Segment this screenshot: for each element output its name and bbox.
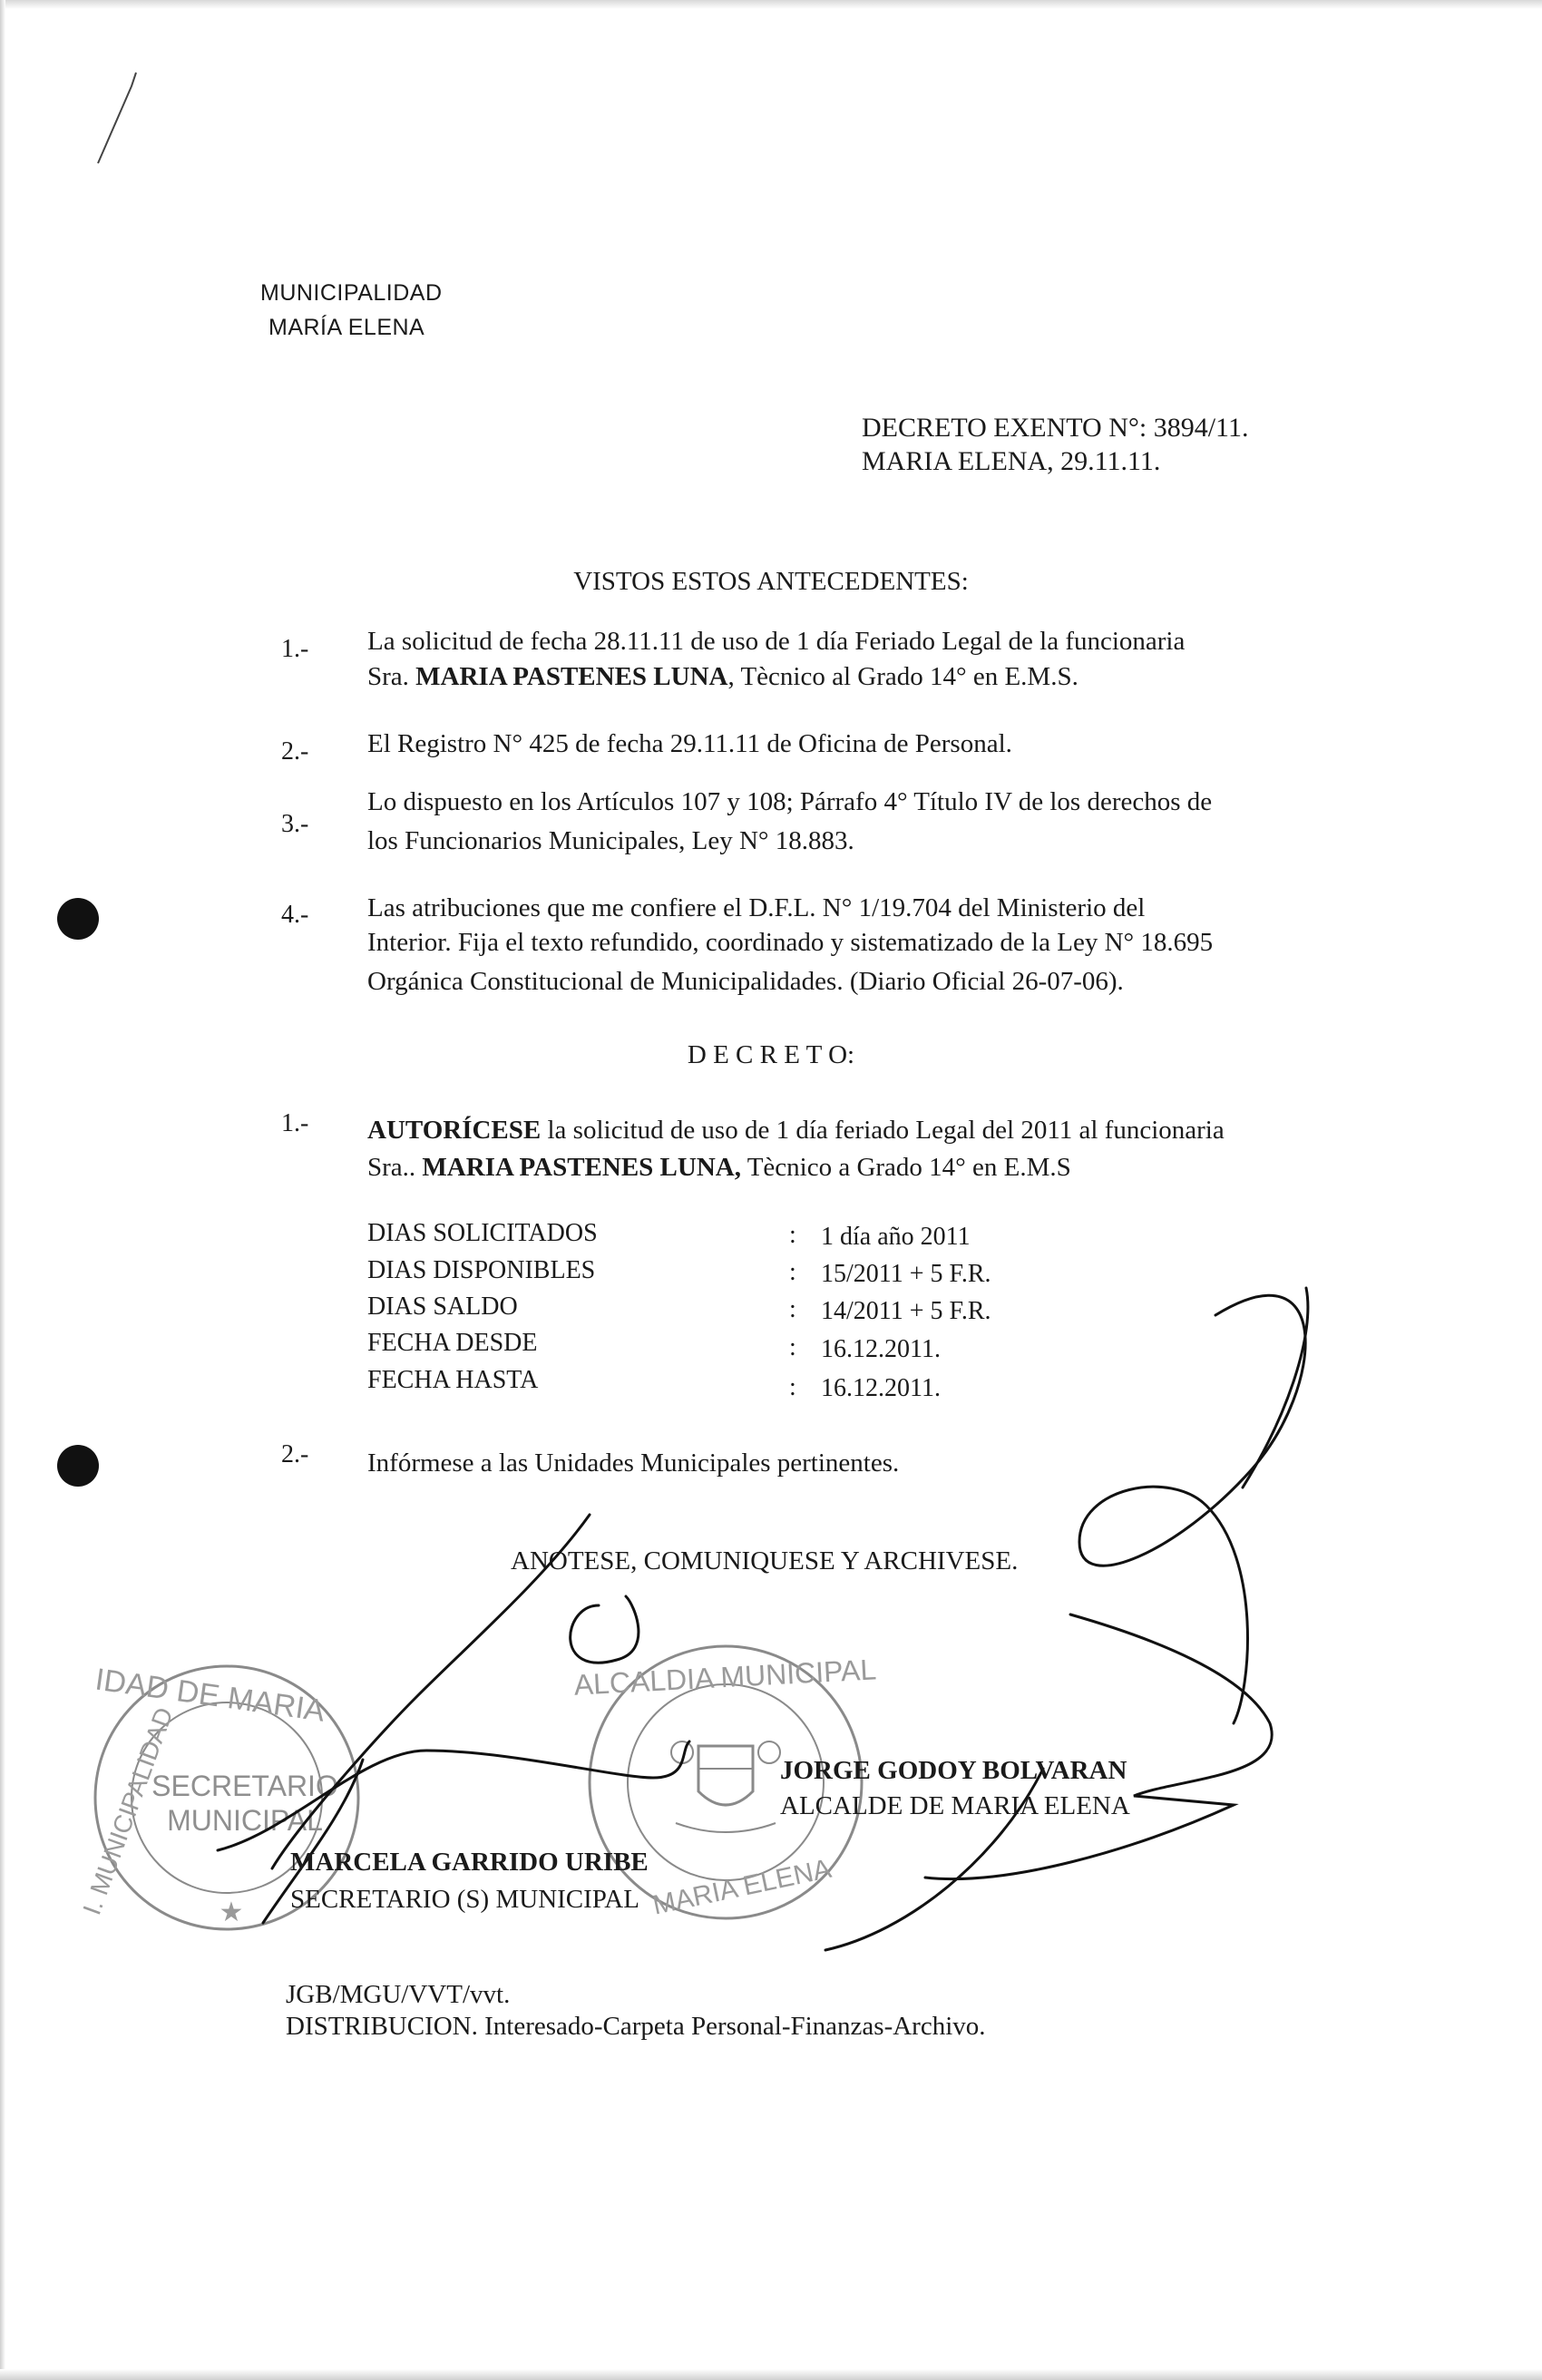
table-row-colon: :: [789, 1295, 796, 1323]
star-icon: ★: [219, 1897, 244, 1928]
decree-number-label: DECRETO EXENTO N°:: [862, 413, 1147, 443]
table-row-colon: :: [789, 1333, 796, 1361]
org-name: MUNICIPALIDAD: [260, 280, 443, 306]
table-row-value: 1 día año 2011: [821, 1223, 971, 1251]
vistos-item-2-line-1: El Registro N° 425 de fecha 29.11.11 de Oficina de Personal.: [367, 729, 1012, 758]
decreto-item-2-num: 2.-: [281, 1440, 309, 1468]
table-row-colon: :: [789, 1373, 796, 1401]
scan-edge-top: [0, 0, 1542, 9]
decreto-item-1-text-2: Tècnico a Grado 14° en E.M.S: [740, 1153, 1071, 1182]
table-row-label: FECHA DESDE: [367, 1329, 538, 1357]
distribution: DISTRIBUCION. Interesado-Carpeta Personal-Finanzas-Archivo.: [286, 2012, 986, 2041]
left-stamp-center-2: MUNICIPAL: [167, 1804, 323, 1837]
secretary-title: SECRETARIO (S) MUNICIPAL: [290, 1885, 639, 1914]
decreto-item-1-line-1: [367, 1111, 1225, 1149]
table-row-label: DIAS SOLICITADOS: [367, 1219, 598, 1247]
table-row-value: 16.12.2011.: [821, 1335, 941, 1363]
mayor-name: [780, 1751, 1127, 1790]
decreto-title: D E C R E T O:: [687, 1040, 855, 1069]
place-date: MARIA ELENA, 29.11.11.: [862, 446, 1161, 476]
vistos-item-4-line-1: Las atribuciones que me confiere el D.F.L. N° 1/19.704 del Ministerio del: [367, 893, 1146, 922]
vistos-item-1-num: 1.-: [281, 635, 309, 663]
table-row-label: DIAS DISPONIBLES: [367, 1256, 596, 1284]
vistos-item-3-line-1: Lo dispuesto en los Artículos 107 y 108; Párrafo 4° Título IV de los derechos de: [367, 787, 1213, 816]
scan-edge-bottom: [0, 2369, 1542, 2380]
decreto-item-1-line-2: [367, 1148, 1071, 1186]
vistos-item-4-line-2: Interior. Fija el texto refundido, coordinado y sistematizado de la Ley N° 18.695: [367, 928, 1214, 957]
left-stamp-top-text: IDAD DE MARIA: [93, 1662, 327, 1729]
mayor-name-text: JORGE GODOY BOLVARAN: [780, 1756, 1127, 1785]
employee-name-2: MARIA PASTENES LUNA,: [422, 1153, 741, 1182]
mayor-title: ALCALDE DE MARIA ELENA: [780, 1791, 1130, 1820]
vistos-item-2-num: 2.-: [281, 737, 309, 766]
employee-name: MARIA PASTENES LUNA: [415, 662, 728, 691]
authorize-keyword: AUTORÍCESE: [367, 1116, 542, 1145]
salutation: Sra..: [367, 1153, 423, 1182]
table-row-value: 15/2011 + 5 F.R.: [821, 1260, 991, 1288]
table-row-colon: :: [789, 1221, 796, 1249]
secretary-name: [290, 1843, 649, 1881]
decreto-item-2-text: Infórmese a las Unidades Municipales pertinentes.: [367, 1448, 900, 1478]
vistos-item-4-line-3: Orgánica Constitucional de Municipalidades. (Diario Oficial 26-07-06).: [367, 967, 1124, 996]
right-stamp-top-text: ALCALDIA MUNICIPAL: [572, 1653, 878, 1702]
table-row-label: DIAS SALDO: [367, 1292, 518, 1321]
secretary-name-text: MARCELA GARRIDO URIBE: [290, 1848, 649, 1877]
hole-punch-bottom: [57, 1445, 99, 1487]
decreto-item-1-num: 1.-: [281, 1109, 309, 1137]
decreto-item-1-text: la solicitud de uso de 1 día feriado Legal del 2011 al funcionaria: [541, 1116, 1225, 1145]
vistos-title: VISTOS ESTOS ANTECEDENTES:: [573, 567, 969, 596]
hole-punch-top: [57, 898, 99, 940]
left-stamp-side-text: I. MUNICIPALIDAD: [77, 1703, 179, 1919]
decree-number-value: 3894/11.: [1153, 413, 1249, 443]
left-stamp-center-1: SECRETARIO: [151, 1770, 338, 1802]
table-row-label: FECHA HASTA: [367, 1366, 539, 1394]
vistos-item-1-line-2: Sra. MARIA PASTENES LUNA, Tècnico al Grado 14° en E.M.S.: [367, 662, 1078, 691]
vistos-item-3-num: 3.-: [281, 810, 309, 838]
org-city: MARÍA ELENA: [268, 315, 425, 340]
vistos-item-1-line-1: La solicitud de fecha 28.11.11 de uso de 1 día Feriado Legal de la funcionaria: [367, 627, 1186, 656]
decree-number: [862, 413, 1248, 444]
vistos-item-4-num: 4.-: [281, 901, 309, 929]
right-stamp-bottom-text: MARIA ELENA: [649, 1853, 834, 1921]
table-row-colon: :: [789, 1258, 796, 1286]
initials: JGB/MGU/VVT/vvt.: [286, 1980, 511, 2009]
pen-mark: [91, 68, 145, 168]
table-row-value: 14/2011 + 5 F.R.: [821, 1297, 991, 1325]
closing-formula: ANOTESE, COMUNIQUESE Y ARCHIVESE.: [511, 1546, 1019, 1575]
vistos-item-3-line-2: los Funcionarios Municipales, Ley N° 18.883.: [367, 826, 854, 855]
table-row-value: 16.12.2011.: [821, 1374, 941, 1402]
scan-edge-left: [0, 0, 5, 2380]
